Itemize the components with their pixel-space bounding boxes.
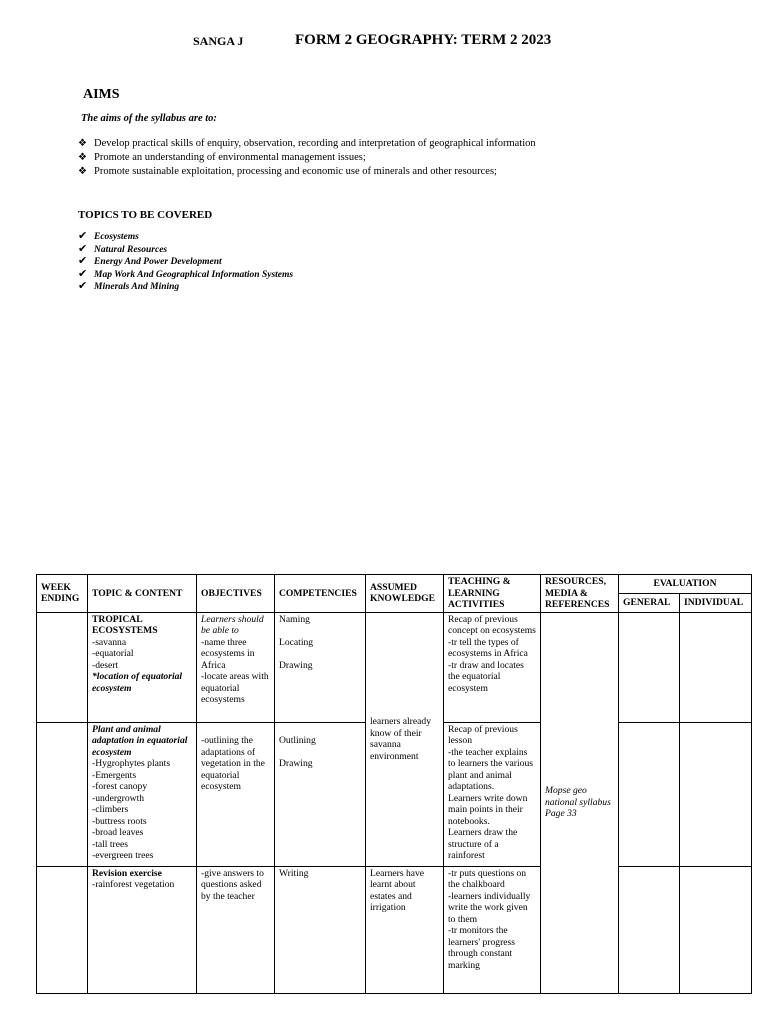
col-resources: RESOURCES, MEDIA & REFERENCES	[541, 575, 619, 613]
diamond-bullet-icon: ❖	[78, 152, 87, 163]
evaluation-individual-cell	[680, 866, 752, 993]
list-item	[78, 243, 293, 256]
list-item	[78, 255, 293, 268]
list-item	[78, 230, 293, 243]
topic-cell: Revision exercise -rainforest vegetation	[88, 866, 197, 993]
competencies-cell: Writing	[275, 866, 366, 993]
col-activities: TEACHING & LEARNING ACTIVITIES	[444, 575, 541, 613]
col-week: WEEK ENDING	[37, 575, 88, 613]
col-objectives: OBJECTIVES	[197, 575, 275, 613]
week-cell	[37, 612, 88, 722]
check-icon: ✔	[78, 280, 88, 292]
topic-text: Map Work And Geographical Information Systems	[94, 269, 294, 280]
topic-cell: TROPICAL ECOSYSTEMS -savanna -equatorial -desert *location of equatorial ecosystem	[88, 612, 197, 722]
aim-text: Promote sustainable exploitation, processing and economic use of minerals and other resources;	[94, 166, 497, 177]
list-item	[78, 137, 536, 151]
activities-cell: -tr puts questions on the chalkboard -learners individually write the work given to them -tr monitors the learners' progress through constant marking	[444, 866, 541, 993]
aims-heading: AIMS	[83, 87, 120, 102]
scheme-of-work-table	[36, 574, 752, 994]
col-general: GENERAL	[619, 593, 680, 612]
topics-heading: TOPICS TO BE COVERED	[78, 209, 213, 221]
topics-list	[78, 230, 293, 293]
assumed-knowledge-cell: learners already know of their savanna environment	[366, 612, 444, 866]
check-icon: ✔	[78, 230, 88, 242]
resources-cell: Mopse geo national syllabus Page 33	[541, 612, 619, 993]
topic-text: Energy And Power Development	[94, 257, 222, 267]
table-header-row	[37, 575, 752, 594]
topic-cell: Plant and animal adaptation in equatorial ecosystem -Hygrophytes plants -Emergents -forest canopy -undergrowth -climbers -buttress roots -broad leaves -tall trees -evergreen trees	[88, 722, 197, 866]
evaluation-individual-cell	[680, 612, 752, 722]
diamond-bullet-icon: ❖	[78, 166, 87, 177]
aims-list	[78, 137, 536, 179]
check-icon: ✔	[78, 255, 88, 267]
table-row	[37, 612, 752, 722]
evaluation-individual-cell	[680, 722, 752, 866]
evaluation-general-cell	[619, 612, 680, 722]
check-icon: ✔	[78, 242, 88, 255]
aims-intro: The aims of the syllabus are to:	[81, 113, 217, 124]
list-item	[78, 165, 536, 179]
aim-text: Develop practical skills of enquiry, observation, recording and interpretation of geographical information	[94, 138, 536, 149]
check-icon: ✔	[78, 267, 88, 280]
list-item	[78, 268, 293, 281]
competencies-cell: Outlining Drawing	[275, 722, 366, 866]
activities-cell: Recap of previous concept on ecosystems -tr tell the types of ecosystems in Africa -tr draw and locates the equatorial ecosystem	[444, 612, 541, 722]
topic-text: Ecosystems	[94, 232, 139, 242]
table-row	[37, 866, 752, 993]
col-topic: TOPIC & CONTENT	[88, 575, 197, 613]
week-cell	[37, 722, 88, 866]
topic-text: Minerals And Mining	[94, 282, 180, 292]
evaluation-general-cell	[619, 866, 680, 993]
week-cell	[37, 866, 88, 993]
list-item	[78, 280, 293, 293]
col-individual: INDIVIDUAL	[680, 593, 752, 612]
objectives-cell: Learners should be able to -name three ecosystems in Africa -locate areas with equatorial ecosystems	[197, 612, 275, 722]
objectives-cell: -give answers to questions asked by the teacher	[197, 866, 275, 993]
assumed-knowledge-cell: Learners have learnt about estates and irrigation	[366, 866, 444, 993]
list-item	[78, 151, 536, 165]
diamond-bullet-icon: ❖	[78, 138, 87, 149]
topic-text: Natural Resources	[94, 244, 168, 255]
activities-cell: Recap of previous lesson -the teacher explains to learners the various plant and animal adaptations. Learners write down main points in their notebooks. Learners draw the structure of a rainforest	[444, 722, 541, 866]
page-title: FORM 2 GEOGRAPHY: TERM 2 2023	[295, 32, 552, 48]
col-evaluation: EVALUATION	[619, 575, 752, 594]
author-name: SANGA J	[193, 34, 244, 48]
objectives-cell: -outlining the adaptations of vegetation in the equatorial ecosystem	[197, 722, 275, 866]
aim-text: Promote an understanding of environmental management issues;	[94, 152, 366, 163]
competencies-cell: Naming Locating Drawing	[275, 612, 366, 722]
col-competencies: COMPETENCIES	[275, 575, 366, 613]
evaluation-general-cell	[619, 722, 680, 866]
col-assumed: ASSUMED KNOWLEDGE	[366, 575, 444, 613]
